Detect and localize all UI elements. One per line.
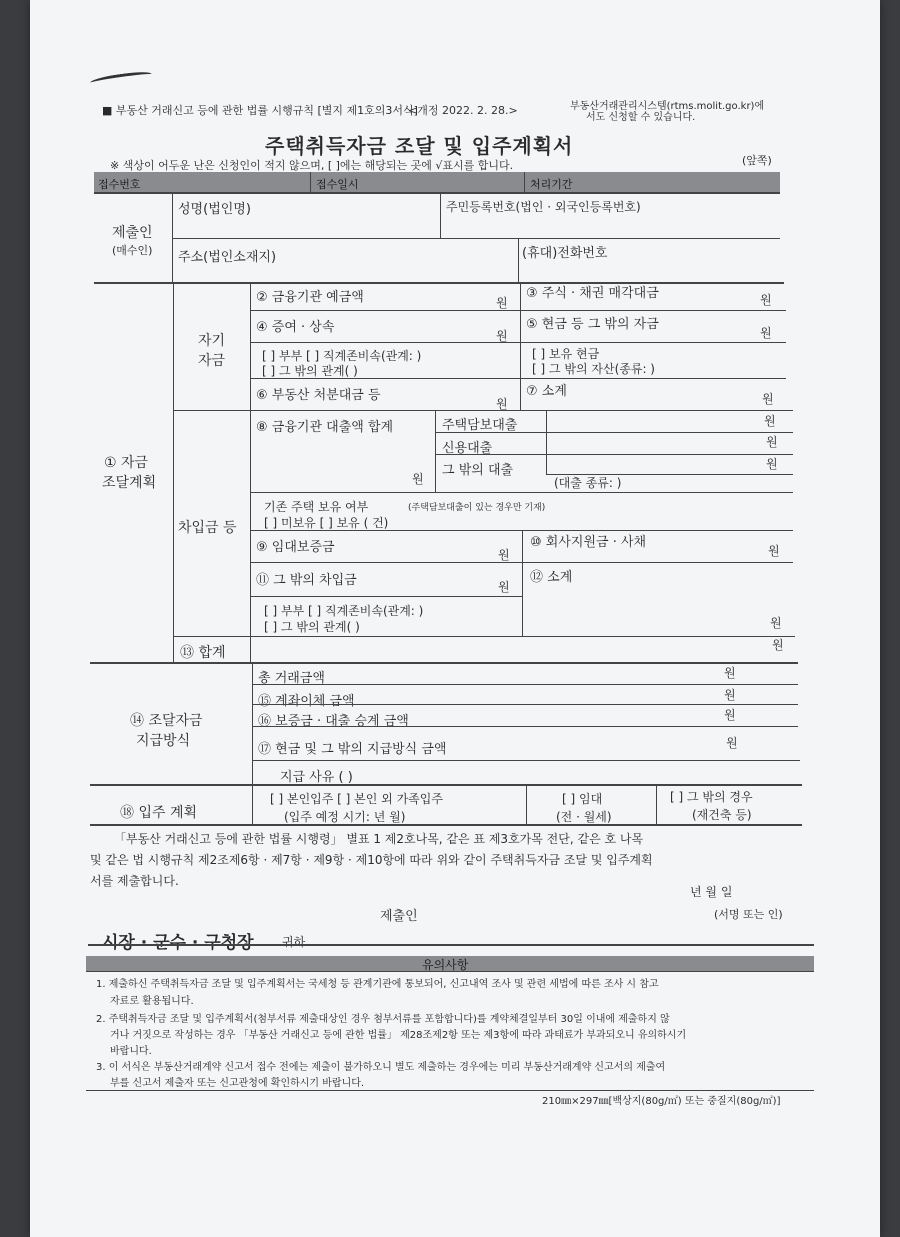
processing-period: 처리기간 (530, 178, 573, 191)
payment-reason-field[interactable]: 지급 사유 ( ) (280, 770, 353, 785)
existing-house: 기존 주택 보유 여부 (264, 500, 369, 514)
online-note-1: 부동산거래관리시스템(rtms.molit.go.kr)에 (570, 101, 765, 112)
receipt-number: 접수번호 (98, 178, 141, 191)
won-unit: 원 (724, 666, 736, 680)
won-unit: 원 (764, 414, 776, 428)
borrow-relation-1[interactable]: [ ] 부부 [ ] 직계존비속(관계: ) (264, 604, 424, 618)
note-2a: 2. 주택취득자금 조달 및 입주계획서(첨부서류 제출대상인 경우 첨부서류를 포함합니다)를 계약체결일부터 30일 이내에 제출하지 않 (96, 1014, 670, 1025)
occupancy-lease-2: (전 · 월세) (556, 810, 612, 824)
own-funds-label-2: 자금 (198, 353, 226, 369)
payment-label-1: ⑭ 조달자금 (130, 713, 203, 729)
recipient-honorific: 귀하 (282, 935, 306, 949)
own-subtotal: ⑦ 소계 (526, 384, 567, 399)
won-unit: 원 (762, 392, 774, 406)
credit-loan: 신용대출 (442, 441, 493, 456)
declaration-line-2: 및 같은 법 시행규칙 제2조제6항 · 제7항 · 제9항 · 제10항에 따라 위와 같이 주택취득자금 조달 및 입주계획 (90, 853, 653, 867)
occupancy-self-1[interactable]: [ ] 본인입주 [ ] 본인 외 가족입주 (270, 792, 443, 806)
cash-other-item: ⑰ 현금 및 그 밖의 지급방식 금액 (258, 742, 447, 757)
occupancy-self-2[interactable]: (입주 예정 시기: 년 월) (284, 810, 406, 824)
won-unit: 원 (724, 708, 736, 722)
gift-relation-2[interactable]: [ ] 그 밖의 관계( ) (262, 364, 358, 378)
loan-total-item: ⑧ 금융기관 대출액 합계 (256, 420, 394, 435)
loan-type-field[interactable]: (대출 종류: ) (554, 476, 622, 490)
cash-option-1[interactable]: [ ] 보유 현금 (532, 347, 600, 361)
won-unit: 원 (768, 544, 780, 558)
legal-basis: ■ 부동산 거래신고 등에 관한 법률 시행규칙 [별지 제1호의3서식] (102, 104, 418, 117)
funding-total: ⑬ 합계 (180, 645, 226, 661)
pen-mark (90, 70, 153, 88)
submitter-sign-label: 제출인 (380, 909, 418, 924)
funding-label-2: 조달계획 (102, 475, 157, 491)
paper-spec: 210㎜×297㎜[백상지(80g/㎡) 또는 중질지(80g/㎡)] (542, 1096, 781, 1107)
won-unit: 원 (760, 326, 772, 340)
note-1a: 1. 제출하신 주택취득자금 조달 및 입주계획서는 국세청 등 관계기관에 통보되어, 신고내역 조사 및 관련 세법에 따른 조사 시 참고 (96, 979, 659, 990)
borrow-label: 차입금 등 (178, 520, 237, 536)
occupancy-label: ⑱ 입주 계획 (120, 805, 197, 821)
total-amount-item: 총 거래금액 (258, 671, 325, 686)
deposit-item: ② 금융기관 예금액 (256, 290, 364, 305)
won-unit: 원 (772, 638, 784, 652)
page-side: (앞쪽) (742, 154, 772, 167)
submitter-label: 제출인 (112, 225, 153, 241)
address-field[interactable]: 주소(법인소재지) (178, 250, 277, 265)
payment-label-2: 지급방식 (136, 733, 191, 749)
note-2c: 바랍니다. (110, 1046, 152, 1057)
note-1b: 자료로 활용됩니다. (110, 996, 194, 1007)
company-support-item: ⑩ 회사지원금 · 사채 (530, 535, 647, 550)
own-funds-label-1: 자기 (198, 333, 226, 349)
occupancy-lease-1[interactable]: [ ] 임대 (562, 792, 603, 806)
receipt-bar (94, 172, 780, 192)
occupancy-other-2: (재건축 등) (692, 808, 752, 822)
other-borrow-item: ⑪ 그 밖의 차입금 (256, 573, 357, 588)
submitter-sublabel: (매수인) (112, 244, 153, 257)
realestate-item: ⑥ 부동산 처분대금 등 (256, 388, 381, 403)
lease-deposit-item: ⑨ 임대보증금 (256, 540, 335, 555)
won-unit: 원 (726, 736, 738, 750)
revision-date: <개정 2022. 2. 28.> (408, 104, 518, 117)
note-3b: 부를 신고서 제출자 또는 신고관청에 확인하시기 바랍니다. (110, 1078, 365, 1089)
notes-header: 유의사항 (422, 958, 469, 972)
online-note-2: 서도 신청할 수 있습니다. (586, 112, 696, 123)
name-field[interactable]: 성명(법인명) (178, 202, 251, 217)
won-unit: 원 (498, 548, 510, 562)
transfer-item: ⑮ 계좌이체 금액 (258, 694, 355, 709)
occupancy-other-1[interactable]: [ ] 그 밖의 경우 (670, 790, 753, 804)
won-unit: 원 (724, 688, 736, 702)
note-3a: 3. 이 서식은 부동산거래계약 신고서 접수 전에는 제출이 불가하오니 별도 제출하는 경우에는 미리 부동산거래계약 신고서의 제출여 (96, 1062, 666, 1073)
declaration-line-1: 「부동산 거래신고 등에 관한 법률 시행령」 별표 1 제2호나목, 같은 표 제3호가목 전단, 같은 호 나목 (114, 832, 644, 846)
note-2b: 거나 거짓으로 작성하는 경우 「부동산 거래신고 등에 관한 법률」 제28조제2항 또는 제3항에 따라 과태료가 부과되오니 유의하시기 (110, 1030, 687, 1041)
recipient: 시장 · 군수 · 구청장 (102, 933, 254, 953)
existing-house-note: (주택담보대출이 있는 경우만 기재) (408, 503, 546, 513)
form-sheet (30, 0, 880, 1237)
won-unit: 원 (770, 616, 782, 630)
gift-relation-1[interactable]: [ ] 부부 [ ] 직계존비속(관계: ) (262, 349, 422, 363)
borrow-relation-2[interactable]: [ ] 그 밖의 관계( ) (264, 620, 360, 634)
existing-house-options[interactable]: [ ] 미보유 [ ] 보유 ( 건) (264, 516, 389, 530)
won-unit: 원 (766, 457, 778, 471)
other-loan: 그 밖의 대출 (442, 463, 514, 478)
won-unit: 원 (766, 435, 778, 449)
instruction: ※ 색상이 어두운 난은 신청인이 적지 않으며, [ ]에는 해당되는 곳에 √표시를 합니다. (110, 159, 514, 172)
date-field[interactable]: 년 월 일 (690, 885, 733, 899)
cash-item: ⑤ 현금 등 그 밖의 자금 (526, 317, 659, 332)
won-unit: 원 (496, 397, 508, 411)
funding-label-1: ① 자금 (104, 455, 149, 471)
won-unit: 원 (760, 293, 772, 307)
stocks-item: ③ 주식 · 채권 매각대금 (526, 286, 659, 301)
declaration-line-3: 서를 제출합니다. (90, 874, 179, 888)
receipt-date: 접수일시 (316, 178, 359, 191)
id-number-field[interactable]: 주민등록번호(법인 · 외국인등록번호) (446, 200, 641, 214)
phone-field[interactable]: (휴대)전화번호 (522, 246, 608, 261)
won-unit: 원 (496, 296, 508, 310)
assumed-item: ⑯ 보증금 · 대출 승계 금액 (258, 714, 409, 729)
gift-item: ④ 증여 · 상속 (256, 320, 335, 335)
signature-field[interactable]: (서명 또는 인) (714, 908, 783, 921)
form-title: 주택취득자금 조달 및 입주계획서 (265, 134, 574, 158)
won-unit: 원 (496, 329, 508, 343)
borrow-subtotal: ⑫ 소계 (530, 570, 573, 585)
won-unit: 원 (498, 580, 510, 594)
mortgage-loan: 주택담보대출 (442, 418, 518, 433)
cash-option-2[interactable]: [ ] 그 밖의 자산(종류: ) (532, 362, 655, 376)
won-unit: 원 (412, 472, 424, 486)
